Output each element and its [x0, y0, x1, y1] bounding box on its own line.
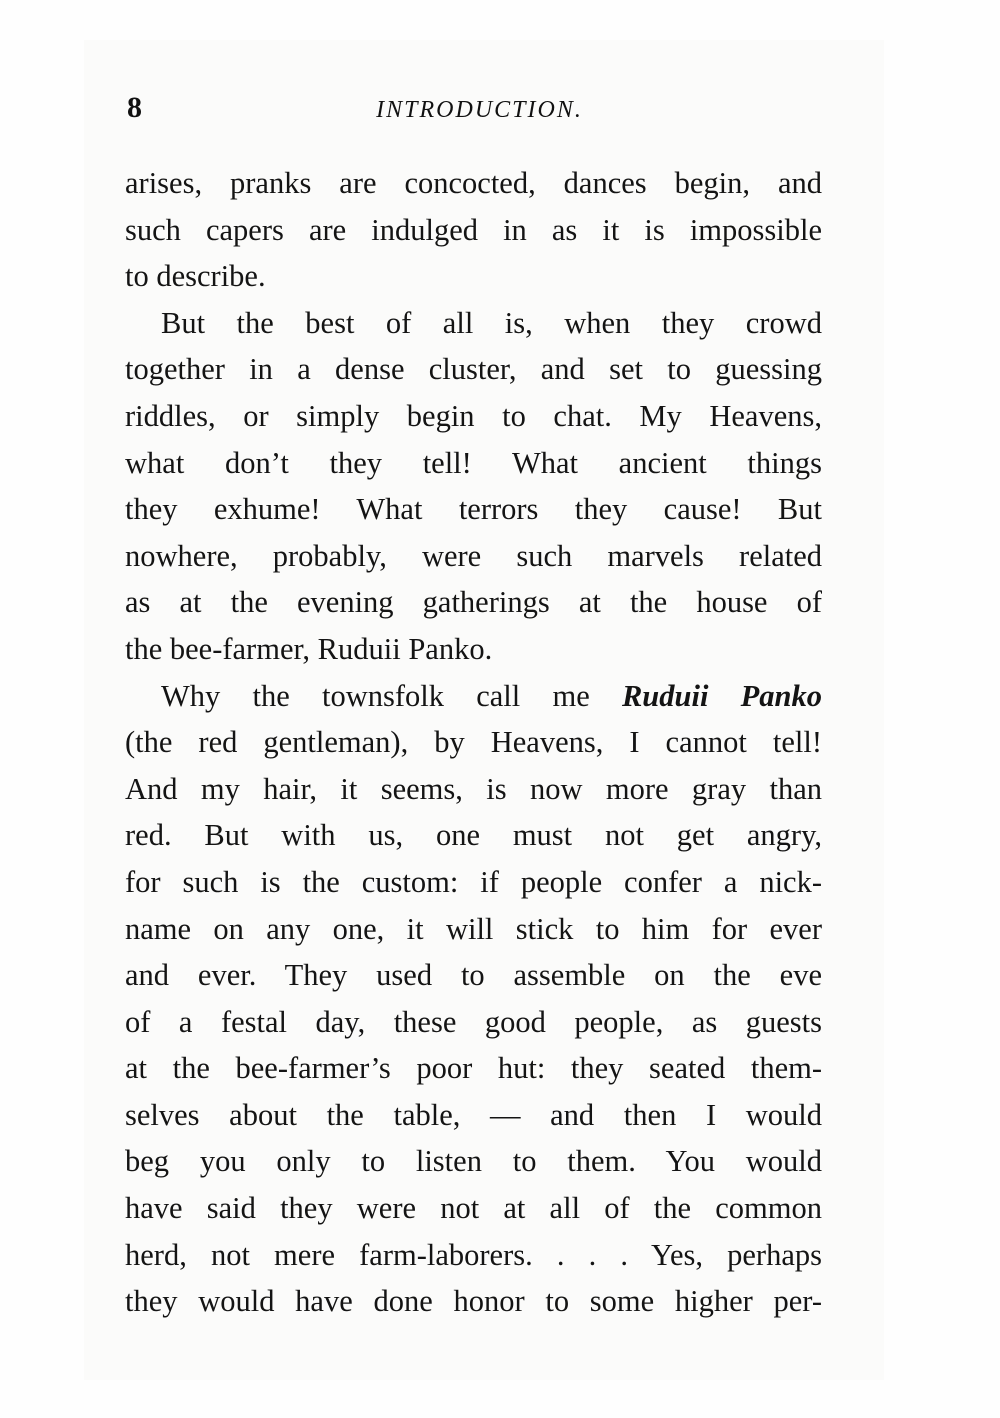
text-line: beg you only to listen to them. You would — [125, 1144, 822, 1179]
page-number: 8 — [127, 91, 142, 124]
text-line: arises, pranks are concocted, dances begin, and — [125, 166, 822, 200]
text-line: (the red gentleman), by Heavens, I cannot tell! — [125, 725, 822, 760]
text-line: have said they were not at all of the common — [125, 1191, 822, 1226]
text-line: And my hair, it seems, is now more gray than — [125, 771, 822, 806]
text-line: at the bee-farmer’s poor hut: they seated them- — [125, 1051, 822, 1086]
italic-name: Ruduii Panko — [621, 678, 822, 713]
text-line: riddles, or simply begin to chat. My Heavens, — [125, 398, 822, 433]
text-line: name on any one, it will stick to him for ever — [125, 911, 822, 946]
text-line: to describe. — [125, 259, 266, 294]
text-line: as at the evening gatherings at the house of — [125, 585, 822, 620]
text-line: such capers are indulged in as it is impossible — [125, 212, 822, 247]
text-line: they exhume! What terrors they cause! But — [125, 492, 822, 527]
text-line: together in a dense cluster, and set to guessing — [125, 352, 822, 387]
text-line: and ever. They used to assemble on the eve — [125, 958, 822, 993]
running-title: INTRODUCTION. — [376, 97, 583, 123]
running-header — [127, 88, 822, 128]
text-line: herd, not mere farm-laborers. . . . Yes, perhaps — [125, 1237, 822, 1272]
text-line: red. But with us, one must not get angry, — [125, 818, 822, 853]
text-line: they would have done honor to some higher per- — [125, 1284, 822, 1319]
text-line: But the best of all is, when they crowd — [161, 305, 822, 340]
line-segment: Why the townsfolk call me — [161, 678, 590, 713]
text-line: selves about the table, — and then I would — [125, 1097, 822, 1132]
text-line: the bee-farmer, Ruduii Panko. — [125, 631, 493, 666]
text-line: for such is the custom: if people confer a nick- — [125, 864, 822, 899]
text-line: nowhere, probably, were such marvels related — [125, 538, 822, 573]
text-line: what don’t they tell! What ancient things — [125, 445, 822, 480]
text-line-with-italic — [125, 673, 822, 720]
body-text — [125, 160, 822, 1325]
text-line: of a festal day, these good people, as guests — [125, 1004, 822, 1039]
